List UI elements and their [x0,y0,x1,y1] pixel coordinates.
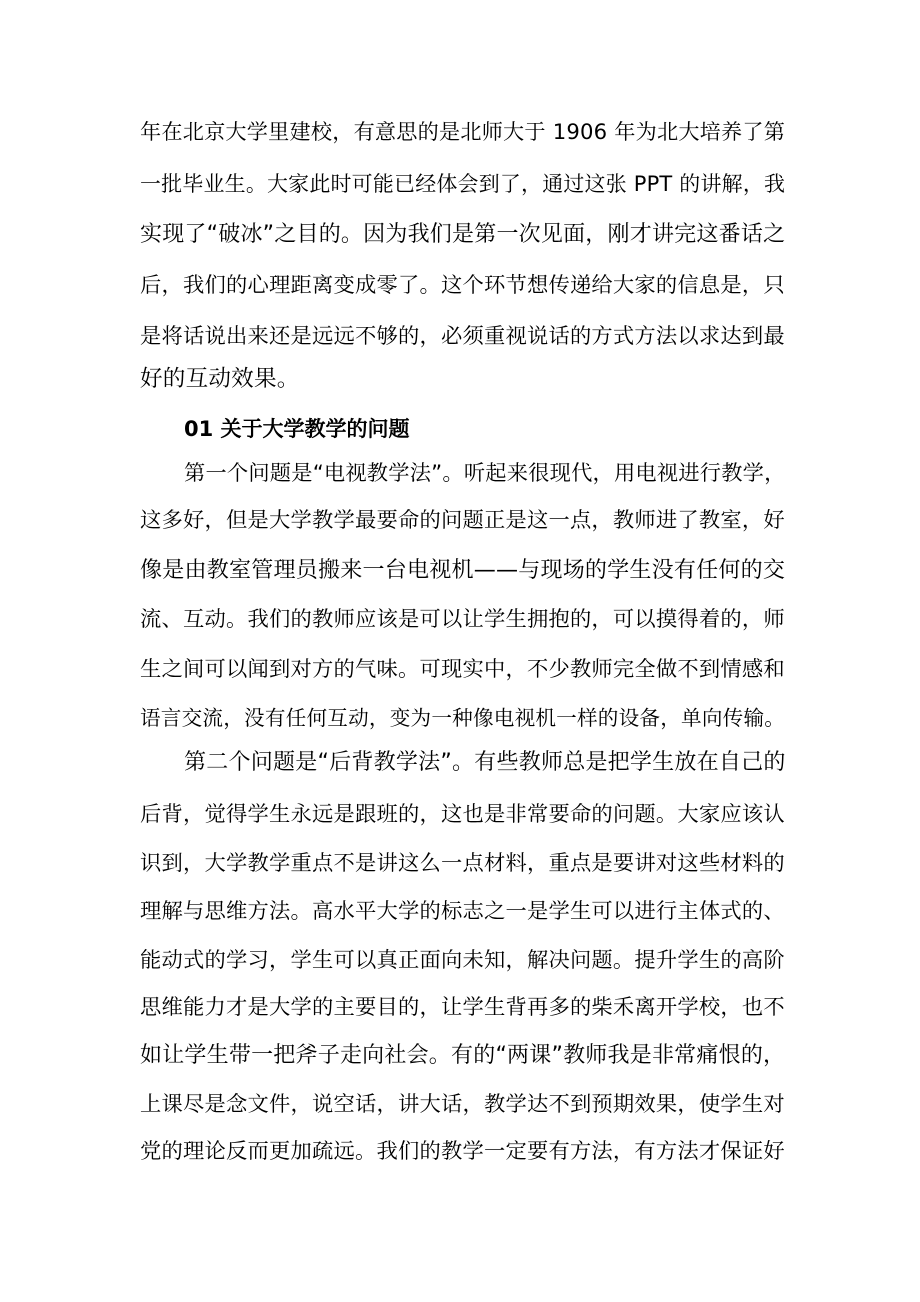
section-heading: 01 关于大学教学的问题 [184,417,410,441]
intro-line-2: 一批毕业生。大家此时可能已经体会到了，通过这张 PPT 的讲解，我 [140,172,786,196]
paragraph-2-line-9: 党的理论反而更加疏远。我们的教学一定要有方法，有方法才保证好 [140,1139,785,1164]
paragraph-2-line-3: 识到，大学教学重点不是讲这么一点材料，重点是要讲对这些材料的 [140,851,785,876]
intro-line-5: 是将话说出来还是远远不够的，必须重视说话的方式方法以求达到最 [140,324,785,349]
intro-line-3: 实现了“破冰”之目的。因为我们是第一次见面，刚才讲完这番话之 [140,222,786,247]
paragraph-1-line-2: 这多好，但是大学教学最要命的问题正是这一点，教师进了教室，好 [140,508,785,533]
paragraph-1-line-5: 生之间可以闻到对方的气味。可现实中，不少教师完全做不到情感和 [140,657,785,682]
paragraph-2-line-1: 第二个问题是“后背教学法”。有些教师总是把学生放在自己的 [184,750,786,775]
intro-line-6: 好的互动效果。 [140,366,300,392]
intro-line-1: 年在北京大学里建校，有意思的是北师大于 1906 年为北大培养了第 [140,119,786,144]
paragraph-2-line-8: 上课尽是念文件，说空话，讲大话，教学达不到预期效果，使学生对 [140,1092,785,1117]
paragraph-1-line-1: 第一个问题是“电视教学法”。听起来很现代，用电视进行教学， [184,461,786,486]
paragraph-2-line-4: 理解与思维方法。高水平大学的标志之一是学生可以进行主体式的、 [140,899,785,924]
paragraph-1-line-4: 流、互动。我们的教师应该是可以让学生拥抱的，可以摸得着的，师 [140,607,785,632]
paragraph-2-line-6: 思维能力才是大学的主要目的，让学生背再多的柴禾离开学校，也不 [140,995,785,1020]
paragraph-1-line-3: 像是由教室管理员搬来一台电视机——与现场的学生没有任何的交 [140,558,786,583]
paragraph-2-line-5: 能动式的学习，学生可以真正面向未知，解决问题。提升学生的高阶 [140,948,785,973]
intro-line-4: 后，我们的心理距离变成零了。这个环节想传递给大家的信息是，只 [140,273,785,298]
paragraph-1-line-6: 语言交流，没有任何互动，变为一种像电视机一样的设备，单向传输。 [140,706,786,730]
paragraph-2-line-2: 后背，觉得学生永远是跟班的，这也是非常要命的问题。大家应该认 [140,802,785,827]
paragraph-2-line-7: 如让学生带一把斧子走向社会。有的“两课”教师我是非常痛恨的， [140,1043,786,1068]
